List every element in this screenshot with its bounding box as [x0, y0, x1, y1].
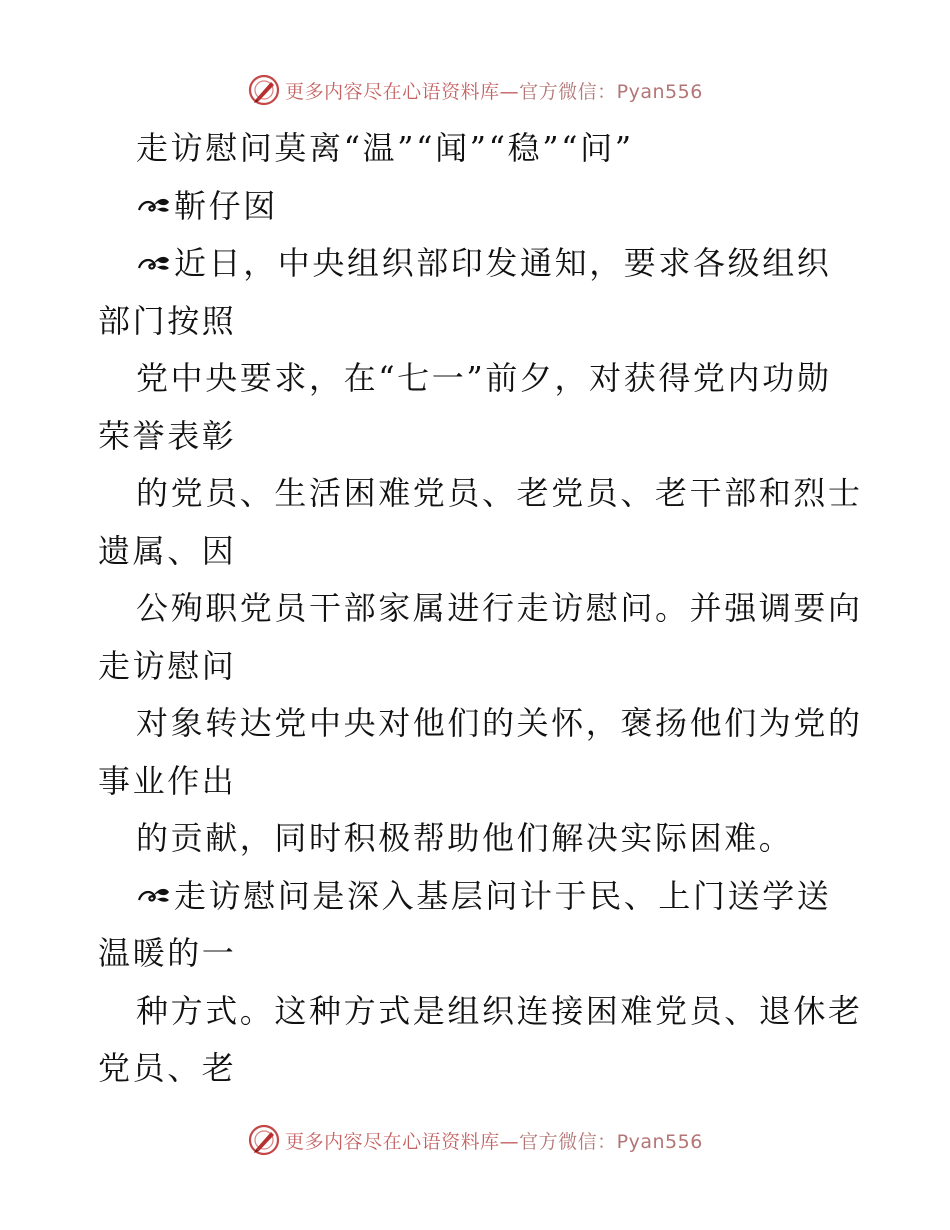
banner-text: 更多内容尽在心语资料库—: [285, 1130, 520, 1153]
pen-seal-logo-icon: [247, 1123, 281, 1157]
paragraph-line: 温暖的一: [98, 934, 237, 972]
paragraph-line: [98, 235, 858, 293]
paragraph-text: 近日，中央组织部印发通知，要求各级组织: [174, 244, 832, 282]
document-title: 走访慰问莫离“温”“闻”“稳”“问”: [136, 129, 634, 167]
banner-text: 更多内容尽在心语资料库—: [285, 80, 520, 103]
paragraph-line: 走访慰问: [98, 646, 237, 685]
paragraph-line: 的党员、生活困难党员、老党员、老干部和烈士: [136, 474, 863, 512]
paragraph-line: 对象转达党中央对他们的关怀，褒扬他们为党的: [136, 704, 863, 742]
paragraph-line: 的贡献，同时积极帮助他们解决实际困难。: [136, 819, 794, 857]
paragraph-line: 荣誉表彰: [98, 416, 237, 455]
document-body: [98, 120, 863, 1098]
ornament-bullet-icon: [136, 251, 172, 275]
paragraph-line: 党员、老: [98, 1049, 237, 1087]
author-line: [98, 178, 858, 236]
paragraph-line: 种方式。这种方式是组织连接困难党员、退休老: [136, 991, 863, 1030]
paragraph-line: [98, 868, 858, 926]
paragraph-line: 部门按照: [98, 301, 237, 340]
paragraph-line: 遗属、因: [98, 531, 237, 570]
banner-wechat: 官方微信：Pyan556: [519, 80, 703, 103]
footer-banner: [0, 1122, 950, 1158]
header-banner: [0, 72, 950, 108]
pen-seal-logo-icon: [247, 73, 281, 107]
paragraph-line: 党中央要求，在“七一”前夕，对获得党内功勋: [136, 359, 832, 397]
ornament-bullet-icon: [136, 193, 172, 217]
paragraph-text: 走访慰问是深入基层问计于民、上门送学送: [174, 876, 832, 915]
paragraph-line: 事业作出: [98, 761, 237, 800]
author-name: 靳仔囡: [174, 186, 278, 225]
ornament-bullet-icon: [136, 883, 172, 907]
banner-wechat: 官方微信：Pyan556: [519, 1130, 703, 1153]
paragraph-line: 公殉职党员干部家属进行走访慰问。并强调要向: [136, 589, 863, 627]
